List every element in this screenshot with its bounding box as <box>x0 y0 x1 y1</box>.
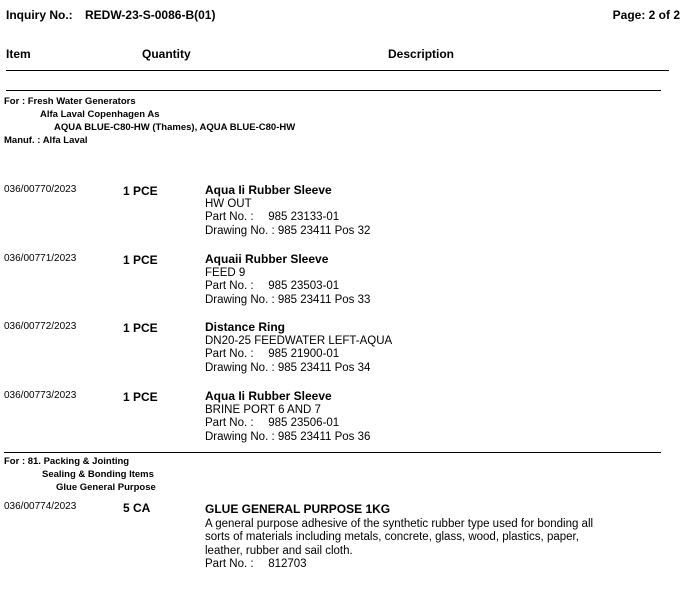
inquiry-label: Inquiry No.: <box>6 8 73 22</box>
item-quantity: 1 PCE <box>123 253 158 267</box>
section-manufacturer: Manuf. : Alfa Laval <box>4 135 88 146</box>
item-code: 036/00774/2023 <box>4 501 77 512</box>
section-model: AQUA BLUE-C80-HW (Thames), AQUA BLUE-C80-HW <box>54 122 296 133</box>
part-no-value: 985 23506-01 <box>268 417 340 430</box>
section-divider <box>6 90 661 91</box>
item-description <box>205 184 370 238</box>
drawing-no-value: 985 23411 Pos 33 <box>277 293 371 306</box>
inquiry-number: REDW-23-S-0086-B(01) <box>85 8 216 22</box>
column-header-item: Item <box>6 47 31 61</box>
item-title: GLUE GENERAL PURPOSE 1KG <box>205 502 391 516</box>
part-no-label: Part No. : <box>205 280 254 293</box>
item-description-line: leather, rubber and sail cloth. <box>205 544 353 557</box>
item-title: Distance Ring <box>205 320 286 334</box>
drawing-no-value: 985 23411 Pos 34 <box>277 361 371 374</box>
item-description <box>205 321 392 375</box>
page-indicator: Page: 2 of 2 <box>612 8 680 22</box>
section-for-line: For : Fresh Water Generators <box>4 96 136 107</box>
header-divider <box>6 70 669 71</box>
section-divider <box>4 452 661 453</box>
drawing-no-label: Drawing No. : <box>205 224 275 237</box>
item-code: 036/00771/2023 <box>4 253 77 264</box>
part-no-label: Part No. : <box>205 348 254 361</box>
item-subtitle: FEED 9 <box>205 266 246 279</box>
item-title: Aqua Ii Rubber Sleeve <box>205 389 332 403</box>
section-subcategory: Glue General Purpose <box>56 482 156 493</box>
section-category: Sealing & Bonding Items <box>42 469 154 480</box>
part-no-value: 985 23133-01 <box>268 211 340 224</box>
part-no-label: Part No. : <box>205 558 254 571</box>
part-no-label: Part No. : <box>205 211 254 224</box>
part-no-label: Part No. : <box>205 417 254 430</box>
item-description-line: A general purpose adhesive of the synthetic rubber type used for bonding all <box>205 517 594 530</box>
item-subtitle: BRINE PORT 6 AND 7 <box>205 403 321 416</box>
item-subtitle: DN20-25 FEEDWATER LEFT-AQUA <box>205 334 393 347</box>
section-for-line: For : 81. Packing & Jointing <box>4 456 130 467</box>
drawing-no-label: Drawing No. : <box>205 430 275 443</box>
item-quantity: 1 PCE <box>123 184 158 198</box>
column-header-description: Description <box>388 47 455 61</box>
drawing-no-label: Drawing No. : <box>205 361 275 374</box>
item-description <box>205 390 370 444</box>
item-code: 036/00770/2023 <box>4 184 77 195</box>
item-title: Aqua Ii Rubber Sleeve <box>205 183 332 197</box>
item-quantity: 1 PCE <box>123 321 158 335</box>
item-code: 036/00773/2023 <box>4 390 77 401</box>
drawing-no-label: Drawing No. : <box>205 293 275 306</box>
part-no-value: 812703 <box>268 558 307 571</box>
section-maker: Alfa Laval Copenhagen As <box>40 109 160 120</box>
part-no-value: 985 23503-01 <box>268 280 340 293</box>
part-no-value: 985 21900-01 <box>268 348 340 361</box>
item-code: 036/00772/2023 <box>4 321 77 332</box>
item-description <box>205 503 593 572</box>
item-subtitle: HW OUT <box>205 197 252 210</box>
item-quantity: 1 PCE <box>123 390 158 404</box>
item-description-line: sorts of materials including metals, concrete, glass, wood, plastics, paper, <box>205 531 579 544</box>
item-quantity: 5 CA <box>123 501 151 515</box>
item-title: Aquaii Rubber Sleeve <box>205 252 329 266</box>
drawing-no-value: 985 23411 Pos 36 <box>277 430 371 443</box>
item-description <box>205 253 370 307</box>
column-header-quantity: Quantity <box>142 47 191 61</box>
drawing-no-value: 985 23411 Pos 32 <box>277 224 371 237</box>
